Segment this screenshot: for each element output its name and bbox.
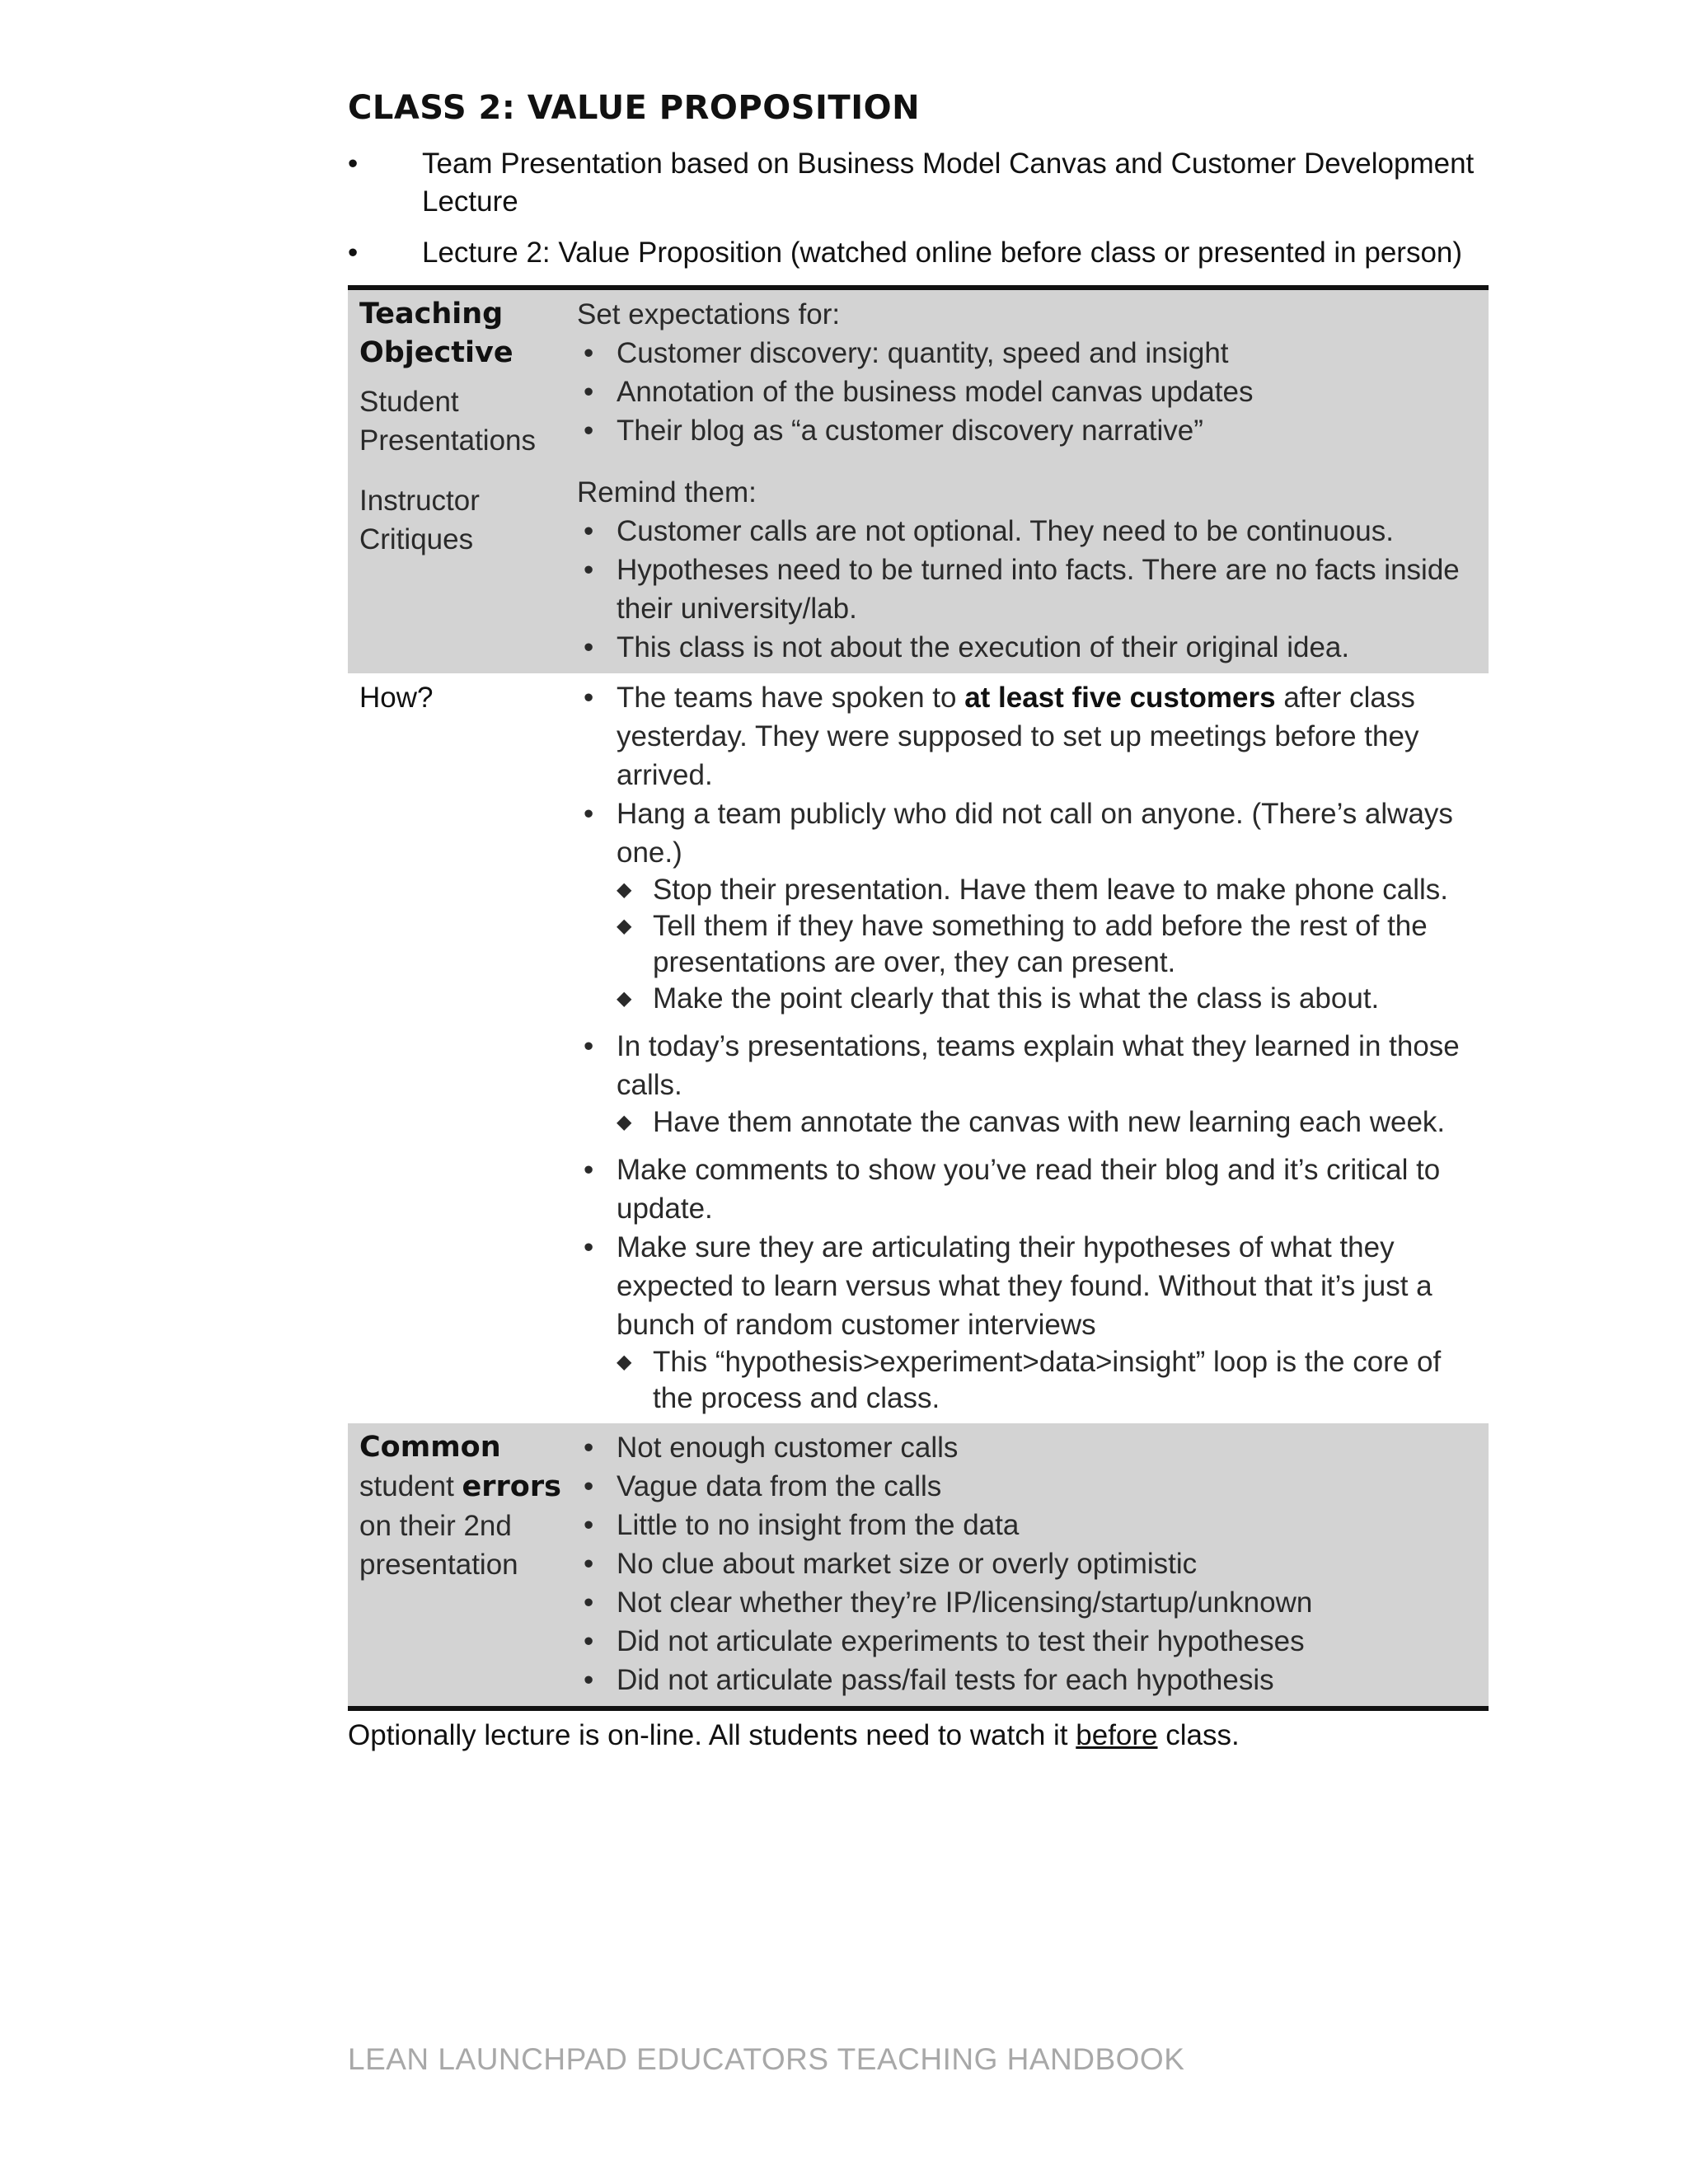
sub-list bbox=[617, 872, 1477, 1017]
intro-bullet-list bbox=[348, 145, 1489, 272]
teaching-objective-label: Teaching Objective bbox=[359, 298, 513, 369]
row-label-cell bbox=[348, 1423, 577, 1708]
row-content-cell bbox=[577, 1423, 1489, 1708]
class-heading: CLASS 2: VALUE PROPOSITION bbox=[348, 89, 921, 127]
document-page bbox=[348, 89, 1489, 1752]
list-item-text: Customer discovery: quantity, speed and insight bbox=[617, 337, 1229, 369]
bullet-mark: • bbox=[584, 1154, 594, 1186]
remind-list bbox=[577, 512, 1477, 667]
intro-bullet-text: Team Presentation based on Business Model Canvas and Customer Development Lecture bbox=[422, 148, 1475, 218]
instructor-critiques-label: Instructor Critiques bbox=[359, 485, 480, 555]
list-item-text: In today’s presentations, teams explain what they learned in those calls. bbox=[617, 1030, 1460, 1101]
student-presentations-label: Student Presentations bbox=[359, 386, 537, 457]
list-item bbox=[577, 334, 1477, 373]
errors-list bbox=[577, 1428, 1477, 1699]
common-label: Common bbox=[359, 1431, 501, 1464]
list-item bbox=[577, 1544, 1477, 1583]
list-item bbox=[577, 1228, 1477, 1417]
bullet-mark: • bbox=[584, 631, 594, 663]
list-item-text: No clue about market size or overly optimistic bbox=[617, 1548, 1198, 1580]
bullet-mark: • bbox=[584, 415, 594, 447]
sub-list-item bbox=[617, 981, 1477, 1017]
list-item bbox=[577, 794, 1477, 1017]
list-item-text: Have them annotate the canvas with new learning each week. bbox=[653, 1106, 1446, 1138]
list-item-text: Did not articulate pass/fail tests for each hypothesis bbox=[617, 1664, 1274, 1696]
expectations-list bbox=[577, 334, 1477, 450]
list-item-text: Annotation of the business model canvas updates bbox=[617, 376, 1254, 408]
list-item bbox=[577, 628, 1477, 667]
diamond-mark: ◆ bbox=[617, 879, 632, 901]
list-item-text: Not clear whether they’re IP/licensing/startup/unknown bbox=[617, 1586, 1313, 1619]
list-item bbox=[577, 1506, 1477, 1544]
emphasis-text: at least five customers bbox=[964, 682, 1276, 714]
intro-bullet bbox=[348, 145, 1489, 221]
list-item-text: Did not articulate experiments to test their hypotheses bbox=[617, 1625, 1305, 1657]
list-item-text: Hypotheses need to be turned into facts. There are no facts inside their university/lab. bbox=[617, 554, 1460, 625]
bullet-mark: • bbox=[584, 515, 594, 547]
bullet-mark: • bbox=[584, 337, 594, 369]
row-content-cell bbox=[577, 288, 1489, 673]
diamond-mark: ◆ bbox=[617, 1111, 632, 1133]
sub-list-item bbox=[617, 872, 1477, 908]
bullet-mark: • bbox=[584, 1470, 594, 1502]
footnote-text: Optionally lecture is on-line. All students need to watch it bbox=[348, 1719, 1076, 1751]
list-item bbox=[577, 678, 1477, 794]
list-item-text: The teams have spoken to bbox=[617, 682, 965, 714]
bullet-mark: • bbox=[584, 1231, 594, 1263]
diamond-mark: ◆ bbox=[617, 1351, 632, 1373]
bullet-mark: • bbox=[584, 1030, 594, 1062]
list-item-text: This “hypothesis>experiment>data>insight” loop is the core of the process and class. bbox=[653, 1346, 1442, 1414]
list-item-text: Customer calls are not optional. They need to be continuous. bbox=[617, 515, 1394, 547]
bullet-mark: • bbox=[584, 1586, 594, 1619]
footnote-text: class. bbox=[1157, 1719, 1240, 1751]
list-item bbox=[577, 1661, 1477, 1699]
bullet-mark: • bbox=[584, 1509, 594, 1541]
diamond-mark: ◆ bbox=[617, 915, 632, 937]
sub-list bbox=[617, 1344, 1477, 1417]
list-item-text: Stop their presentation. Have them leave to make phone calls. bbox=[653, 874, 1448, 906]
underlined-word: before bbox=[1076, 1719, 1158, 1751]
bullet-mark: • bbox=[584, 554, 594, 586]
list-item-text: Vague data from the calls bbox=[617, 1470, 942, 1502]
bullet-mark: • bbox=[584, 1548, 594, 1580]
table-row-objective bbox=[348, 288, 1489, 673]
bullet-mark: • bbox=[584, 682, 594, 714]
list-item-text: after class yesterday. They were supposed to set up meetings before they arrived. bbox=[617, 682, 1419, 791]
sub-list-item bbox=[617, 908, 1477, 981]
list-item-text: Little to no insight from the data bbox=[617, 1509, 1020, 1541]
sub-list-item bbox=[617, 1104, 1477, 1141]
table-row-errors bbox=[348, 1423, 1489, 1708]
list-item bbox=[577, 1622, 1477, 1661]
errors-label: errors bbox=[462, 1470, 561, 1503]
row-label-cell bbox=[348, 288, 577, 673]
how-label: How? bbox=[359, 682, 434, 714]
list-item-text: Their blog as “a customer discovery narrative” bbox=[617, 415, 1203, 447]
bullet-mark: • bbox=[348, 148, 359, 180]
teaching-table bbox=[348, 285, 1489, 1711]
list-item-text: Tell them if they have something to add before the rest of the presentations are over, they can present. bbox=[653, 910, 1428, 978]
list-item bbox=[577, 1467, 1477, 1506]
remind-them-lead: Remind them: bbox=[577, 476, 757, 509]
list-item bbox=[577, 411, 1477, 450]
diamond-mark: ◆ bbox=[617, 987, 632, 1010]
list-item-text: This class is not about the execution of their original idea. bbox=[617, 631, 1350, 663]
bullet-mark: • bbox=[584, 798, 594, 830]
sub-list bbox=[617, 1104, 1477, 1141]
list-item bbox=[577, 1151, 1477, 1228]
intro-bullet bbox=[348, 234, 1489, 272]
second-presentation-label: on their 2nd presentation bbox=[359, 1510, 518, 1581]
list-item-text: Hang a team publicly who did not call on anyone. (There’s always one.) bbox=[617, 798, 1453, 869]
bullet-mark: • bbox=[584, 1625, 594, 1657]
bullet-mark: • bbox=[584, 1664, 594, 1696]
sub-list-item bbox=[617, 1344, 1477, 1417]
list-item bbox=[577, 373, 1477, 411]
bullet-mark: • bbox=[348, 237, 359, 269]
list-item-text: Make comments to show you’ve read their blog and it’s critical to update. bbox=[617, 1154, 1441, 1225]
list-item bbox=[577, 1583, 1477, 1622]
label-text: student bbox=[359, 1470, 462, 1502]
intro-bullet-text: Lecture 2: Value Proposition (watched online before class or presented in person) bbox=[422, 237, 1463, 269]
list-item-text: Make the point clearly that this is what the class is about. bbox=[653, 982, 1380, 1015]
bullet-mark: • bbox=[584, 1432, 594, 1464]
row-label-cell bbox=[348, 673, 577, 1423]
lecture-footnote bbox=[348, 1719, 1489, 1752]
how-list bbox=[577, 678, 1477, 1417]
student-errors-label bbox=[359, 1467, 565, 1507]
list-item bbox=[577, 1027, 1477, 1141]
list-item bbox=[577, 551, 1477, 628]
list-item-text: Make sure they are articulating their hypotheses of what they expected to learn versus what they found. Without that it’s just a bunch of random customer interviews bbox=[617, 1231, 1432, 1341]
table-row-how bbox=[348, 673, 1489, 1423]
bullet-mark: • bbox=[584, 376, 594, 408]
row-content-cell bbox=[577, 673, 1489, 1423]
list-item bbox=[577, 512, 1477, 551]
list-item bbox=[577, 1428, 1477, 1467]
set-expectations-lead: Set expectations for: bbox=[577, 298, 841, 330]
page-footer: LEAN LAUNCHPAD EDUCATORS TEACHING HANDBOOK bbox=[348, 2042, 1185, 2076]
list-item-text: Not enough customer calls bbox=[617, 1432, 959, 1464]
